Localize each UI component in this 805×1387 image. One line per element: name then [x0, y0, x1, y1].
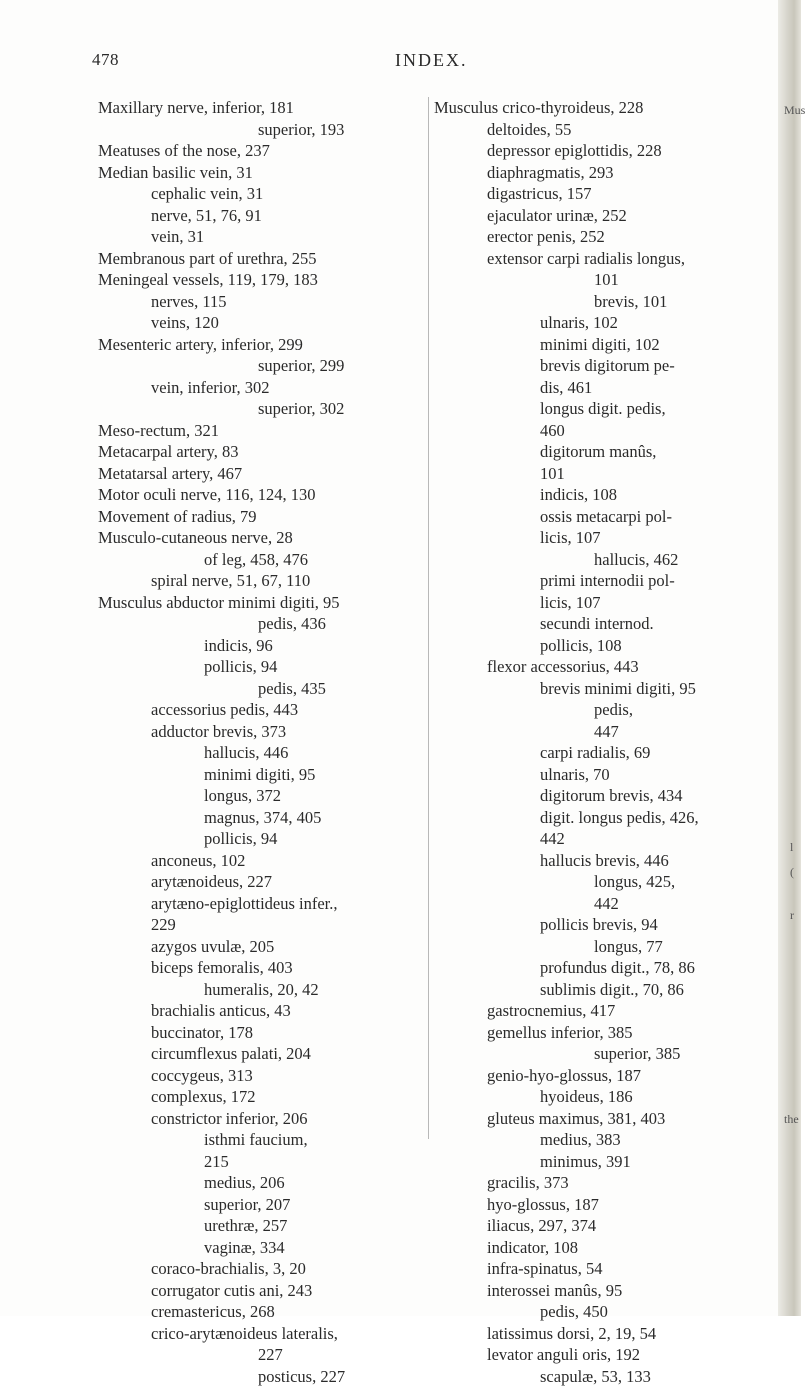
index-entry: 229 — [98, 914, 428, 936]
index-entry: iliacus, 297, 374 — [434, 1215, 774, 1237]
index-entry: digitorum brevis, 434 — [434, 785, 774, 807]
index-entry: digastricus, 157 — [434, 183, 774, 205]
index-entry: magnus, 374, 405 — [98, 807, 428, 829]
index-entry: vaginæ, 334 — [98, 1237, 428, 1259]
index-entry: arytænoideus, 227 — [98, 871, 428, 893]
index-entry: dis, 461 — [434, 377, 774, 399]
index-entry: longus, 77 — [434, 936, 774, 958]
index-entry: Median basilic vein, 31 — [98, 162, 428, 184]
index-entry: pollicis brevis, 94 — [434, 914, 774, 936]
index-entry: diaphragmatis, 293 — [434, 162, 774, 184]
index-entry: brachialis anticus, 43 — [98, 1000, 428, 1022]
index-entry: flexor accessorius, 443 — [434, 656, 774, 678]
index-entry: ejaculator urinæ, 252 — [434, 205, 774, 227]
running-head: INDEX. — [395, 50, 468, 71]
index-entry: indicis, 108 — [434, 484, 774, 506]
index-entry: medius, 206 — [98, 1172, 428, 1194]
index-entry: 101 — [434, 463, 774, 485]
index-entry: levator anguli oris, 192 — [434, 1344, 774, 1366]
index-entry: hyoideus, 186 — [434, 1086, 774, 1108]
index-entry: circumflexus palati, 204 — [98, 1043, 428, 1065]
index-entry: brevis digitorum pe- — [434, 355, 774, 377]
index-entry: licis, 107 — [434, 592, 774, 614]
index-entry: sublimis digit., 70, 86 — [434, 979, 774, 1001]
index-entry: 101 — [434, 269, 774, 291]
index-entry: pedis, 450 — [434, 1301, 774, 1323]
index-entry: superior, 207 — [98, 1194, 428, 1216]
index-entry: adductor brevis, 373 — [98, 721, 428, 743]
index-entry: interossei manûs, 95 — [434, 1280, 774, 1302]
index-entry: spiral nerve, 51, 67, 110 — [98, 570, 428, 592]
index-entry: constrictor inferior, 206 — [98, 1108, 428, 1130]
column-divider — [428, 97, 429, 1139]
index-entry: biceps femoralis, 403 — [98, 957, 428, 979]
edge-fragment: r — [790, 908, 794, 923]
index-entry: carpi radialis, 69 — [434, 742, 774, 764]
index-entry: primi internodii pol- — [434, 570, 774, 592]
index-entry: hallucis, 446 — [98, 742, 428, 764]
index-entry: ulnaris, 102 — [434, 312, 774, 334]
index-entry: longus digit. pedis, — [434, 398, 774, 420]
index-entry: azygos uvulæ, 205 — [98, 936, 428, 958]
index-entry: crico-arytænoideus lateralis, — [98, 1323, 428, 1345]
index-entry: pedis, 435 — [98, 678, 428, 700]
index-entry: brevis, 101 — [434, 291, 774, 313]
index-entry: posticus, 227 — [98, 1366, 428, 1387]
index-entry: nerve, 51, 76, 91 — [98, 205, 428, 227]
index-entry: latissimus dorsi, 2, 19, 54 — [434, 1323, 774, 1345]
index-entry: superior, 385 — [434, 1043, 774, 1065]
index-entry: coraco-brachialis, 3, 20 — [98, 1258, 428, 1280]
index-entry: ossis metacarpi pol- — [434, 506, 774, 528]
index-entry: 442 — [434, 893, 774, 915]
index-entry: longus, 372 — [98, 785, 428, 807]
index-entry: digitorum manûs, — [434, 441, 774, 463]
edge-fragment: the — [784, 1112, 799, 1127]
index-entry: Maxillary nerve, inferior, 181 — [98, 97, 428, 119]
index-entry: superior, 299 — [98, 355, 428, 377]
index-entry: cremastericus, 268 — [98, 1301, 428, 1323]
index-entry: hyo-glossus, 187 — [434, 1194, 774, 1216]
index-entry: indicator, 108 — [434, 1237, 774, 1259]
index-entry: pedis, 436 — [98, 613, 428, 635]
index-entry: Musculus crico-thyroideus, 228 — [434, 97, 774, 119]
index-entry: cephalic vein, 31 — [98, 183, 428, 205]
index-entry: 227 — [98, 1344, 428, 1366]
index-entry: urethræ, 257 — [98, 1215, 428, 1237]
index-entry: vein, 31 — [98, 226, 428, 248]
page-number: 478 — [92, 50, 119, 70]
index-entry: minimus, 391 — [434, 1151, 774, 1173]
edge-fragment: Mus — [784, 103, 805, 118]
index-entry: isthmi faucium, — [98, 1129, 428, 1151]
index-entry: pollicis, 108 — [434, 635, 774, 657]
index-entry: 447 — [434, 721, 774, 743]
index-entry: Meatuses of the nose, 237 — [98, 140, 428, 162]
index-entry: vein, inferior, 302 — [98, 377, 428, 399]
index-entry: deltoides, 55 — [434, 119, 774, 141]
index-entry: gastrocnemius, 417 — [434, 1000, 774, 1022]
index-entry: extensor carpi radialis longus, — [434, 248, 774, 270]
index-entry: Mesenteric artery, inferior, 299 — [98, 334, 428, 356]
index-entry: gemellus inferior, 385 — [434, 1022, 774, 1044]
index-entry: 442 — [434, 828, 774, 850]
facing-page-edge — [778, 0, 801, 1316]
index-entry: Motor oculi nerve, 116, 124, 130 — [98, 484, 428, 506]
index-entry: nerves, 115 — [98, 291, 428, 313]
edge-fragment: l — [790, 840, 793, 855]
index-entry: Meningeal vessels, 119, 179, 183 — [98, 269, 428, 291]
index-entry: secundi internod. — [434, 613, 774, 635]
index-entry: superior, 193 — [98, 119, 428, 141]
index-entry: medius, 383 — [434, 1129, 774, 1151]
index-entry: hallucis, 462 — [434, 549, 774, 571]
index-entry: indicis, 96 — [98, 635, 428, 657]
index-entry: Metatarsal artery, 467 — [98, 463, 428, 485]
index-entry: humeralis, 20, 42 — [98, 979, 428, 1001]
index-entry: of leg, 458, 476 — [98, 549, 428, 571]
index-entry: Musculo-cutaneous nerve, 28 — [98, 527, 428, 549]
index-entry: ulnaris, 70 — [434, 764, 774, 786]
index-entry: gluteus maximus, 381, 403 — [434, 1108, 774, 1130]
index-entry: infra-spinatus, 54 — [434, 1258, 774, 1280]
index-entry: minimi digiti, 95 — [98, 764, 428, 786]
index-entry: veins, 120 — [98, 312, 428, 334]
index-entry: arytæno-epiglottideus infer., — [98, 893, 428, 915]
index-entry: superior, 302 — [98, 398, 428, 420]
index-entry: buccinator, 178 — [98, 1022, 428, 1044]
index-column-right — [434, 97, 774, 1387]
index-entry: corrugator cutis ani, 243 — [98, 1280, 428, 1302]
index-entry: genio-hyo-glossus, 187 — [434, 1065, 774, 1087]
index-entry: Meso-rectum, 321 — [98, 420, 428, 442]
index-entry: erector penis, 252 — [434, 226, 774, 248]
index-entry: scapulæ, 53, 133 — [434, 1366, 774, 1387]
index-entry: Movement of radius, 79 — [98, 506, 428, 528]
index-entry: pollicis, 94 — [98, 656, 428, 678]
index-entry: Metacarpal artery, 83 — [98, 441, 428, 463]
index-entry: brevis minimi digiti, 95 — [434, 678, 774, 700]
index-entry: digit. longus pedis, 426, — [434, 807, 774, 829]
index-entry: gracilis, 373 — [434, 1172, 774, 1194]
index-entry: 215 — [98, 1151, 428, 1173]
index-entry: Membranous part of urethra, 255 — [98, 248, 428, 270]
index-entry: complexus, 172 — [98, 1086, 428, 1108]
index-entry: 460 — [434, 420, 774, 442]
index-entry: hallucis brevis, 446 — [434, 850, 774, 872]
index-entry: accessorius pedis, 443 — [98, 699, 428, 721]
index-entry: pollicis, 94 — [98, 828, 428, 850]
index-entry: anconeus, 102 — [98, 850, 428, 872]
index-column-left — [98, 97, 428, 1387]
index-entry: licis, 107 — [434, 527, 774, 549]
edge-fragment: ( — [790, 865, 794, 880]
page-header — [0, 50, 801, 80]
index-entry: depressor epiglottidis, 228 — [434, 140, 774, 162]
index-entry: Musculus abductor minimi digiti, 95 — [98, 592, 428, 614]
index-entry: profundus digit., 78, 86 — [434, 957, 774, 979]
index-entry: longus, 425, — [434, 871, 774, 893]
index-entry: pedis, — [434, 699, 774, 721]
index-entry: coccygeus, 313 — [98, 1065, 428, 1087]
index-entry: minimi digiti, 102 — [434, 334, 774, 356]
